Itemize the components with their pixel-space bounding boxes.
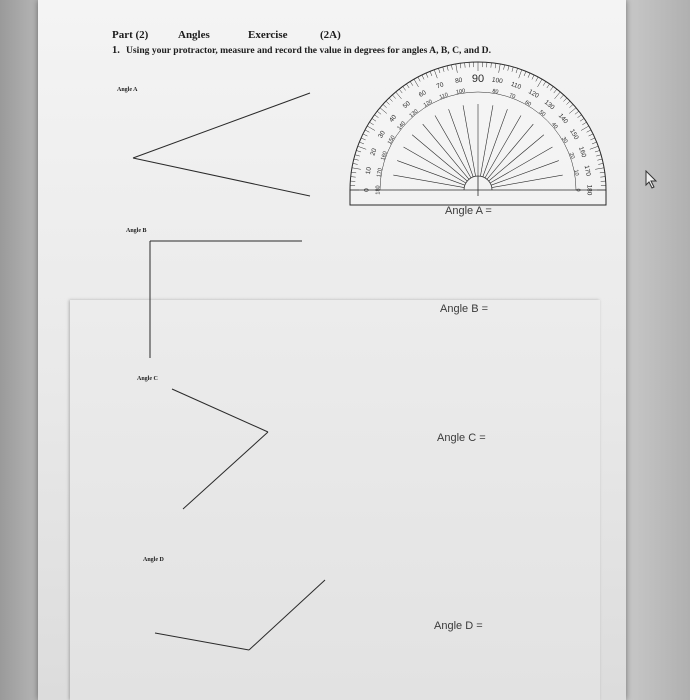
instruction-text: Using your protractor, measure and record the value in degrees for angles A, B, C, and D. <box>126 45 492 56</box>
protractor-inner-label: 20 <box>567 152 576 160</box>
angle-a-label: Angle A <box>117 87 138 93</box>
angle-a-answer: Angle A = <box>445 205 492 217</box>
mouse-cursor-icon <box>645 170 659 190</box>
protractor-outer-label: 160 <box>576 145 588 159</box>
exercise-code: (2A) <box>320 29 341 41</box>
protractor-inner-label: 160 <box>380 150 389 162</box>
protractor-inner-label: 180 <box>375 185 382 195</box>
protractor-outer-label: 90 <box>471 72 485 85</box>
protractor-inner-label: 140 <box>396 120 407 132</box>
protractor-outer-label: 120 <box>526 88 540 100</box>
protractor-inner-label: 130 <box>408 108 420 119</box>
part-label: Part (2) <box>112 29 149 41</box>
protractor-inner-label: 80 <box>491 88 499 96</box>
protractor-outer-label: 70 <box>435 81 445 91</box>
instruction-number: 1. <box>112 45 120 56</box>
protractor-outer-label: 100 <box>491 76 504 86</box>
angle-c-label: Angle C <box>137 376 158 382</box>
topic-label: Angles <box>178 29 210 41</box>
protractor-outer-label: 180 <box>585 184 593 196</box>
protractor-inner-label: 30 <box>560 136 569 145</box>
protractor-inner-label: 40 <box>549 121 559 131</box>
protractor-outer-label: 50 <box>401 100 412 111</box>
protractor-inner-label: 150 <box>386 134 397 146</box>
angle-d-answer: Angle D = <box>434 620 483 632</box>
protractor-outer-label: 130 <box>542 98 556 112</box>
protractor-inner-label: 70 <box>508 92 516 101</box>
protractor-outer-label: 150 <box>568 128 580 142</box>
protractor-inner-label: 120 <box>422 98 434 109</box>
protractor-outer-label: 110 <box>509 80 522 91</box>
protractor-outer-label: 30 <box>377 129 387 140</box>
protractor-inner-label: 60 <box>523 99 532 108</box>
protractor-outer-label: 170 <box>582 164 592 177</box>
protractor-inner-label: 100 <box>455 88 466 96</box>
protractor-outer-label: 10 <box>364 166 373 175</box>
protractor-inner-label: 50 <box>537 109 547 119</box>
angle-c-answer: Angle C = <box>437 432 486 444</box>
angle-b-label: Angle B <box>126 228 147 234</box>
angle-b-answer: Angle B = <box>440 303 489 315</box>
protractor-inner-label: 110 <box>438 92 450 101</box>
protractor-outer-label: 80 <box>454 76 463 85</box>
protractor-outer-label: 60 <box>417 89 428 99</box>
protractor-inner-label: 170 <box>376 167 384 178</box>
protractor-inner-label: 10 <box>572 169 580 177</box>
angle-d-label: Angle D <box>143 557 164 563</box>
protractor-inner-label: 0 <box>574 188 581 192</box>
protractor-outer-label: 140 <box>556 112 570 126</box>
protractor-outer-label: 0 <box>363 188 371 192</box>
protractor-outer-label: 20 <box>369 147 379 157</box>
protractor-outer-label: 40 <box>388 113 399 124</box>
exercise-label: Exercise <box>248 29 288 41</box>
